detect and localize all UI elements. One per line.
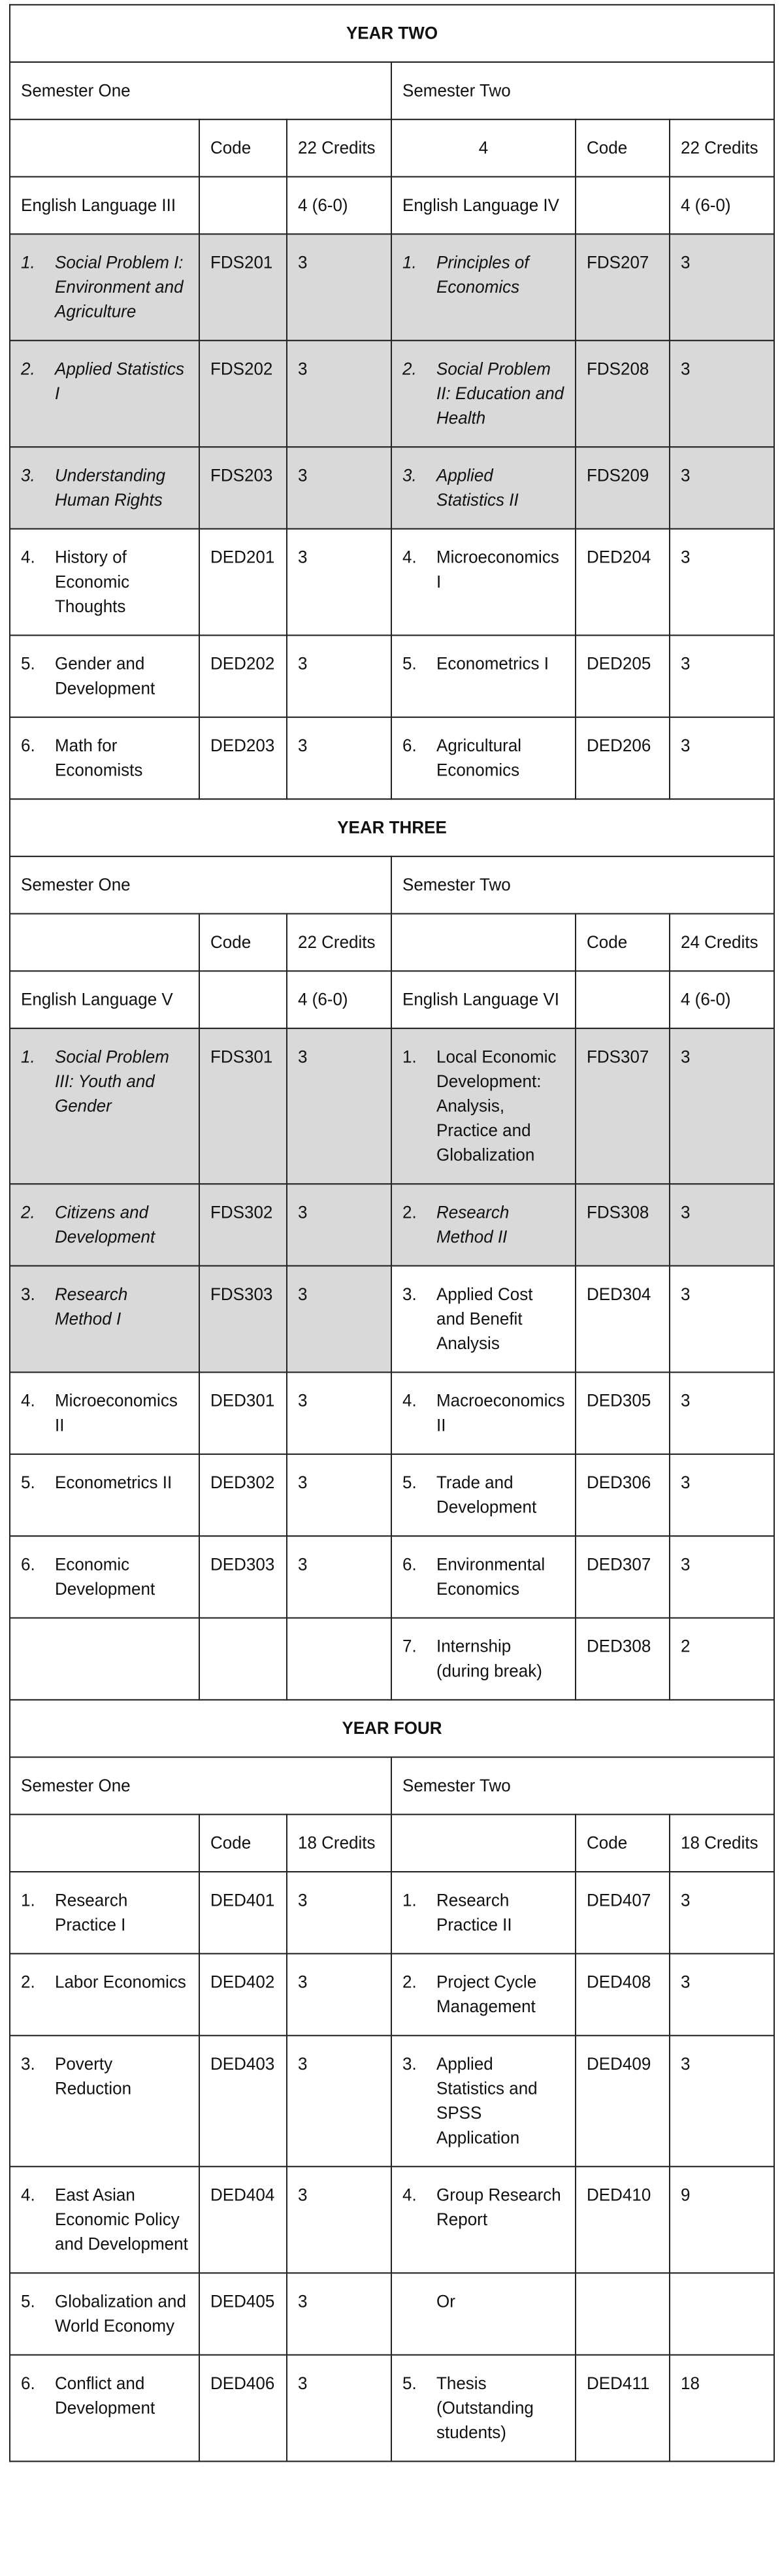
course-cell — [391, 529, 576, 635]
course-credits: 2 — [670, 1618, 774, 1700]
course-name: Principles of Economics — [436, 252, 529, 297]
course-cell — [10, 1184, 199, 1265]
course-name: Econometrics II — [55, 1471, 172, 1493]
course-credits: 3 — [287, 2166, 391, 2273]
course-code: DED409 — [576, 2036, 670, 2167]
course-credits: 3 — [670, 1184, 774, 1265]
course-code: FDS202 — [199, 340, 287, 447]
course-name: Math for Economists — [55, 734, 143, 780]
course-number: 5. — [21, 1471, 35, 1493]
course-name: Applied Cost and Benefit Analysis — [436, 1283, 533, 1354]
course-row — [10, 717, 774, 799]
course-code: DED205 — [576, 635, 670, 717]
course-credits: 3 — [670, 1028, 774, 1184]
course-row — [10, 1184, 774, 1265]
course-credits: 3 — [670, 340, 774, 447]
course-code: FDS302 — [199, 1184, 287, 1265]
course-code — [576, 2273, 670, 2355]
course-row — [10, 1953, 774, 2035]
course-name: English Language IV — [391, 177, 576, 235]
course-code: DED407 — [576, 1872, 670, 1953]
course-cell — [10, 2273, 199, 2355]
course-row — [10, 447, 774, 529]
course-row — [10, 2036, 774, 2167]
code-header: Code — [576, 1814, 670, 1872]
course-code: DED402 — [199, 1953, 287, 2035]
course-number: 1. — [21, 1046, 35, 1067]
course-code: DED306 — [576, 1454, 670, 1536]
year-header-row — [10, 1700, 774, 1757]
course-cell — [10, 1266, 199, 1373]
course-cell — [10, 1536, 199, 1618]
course-credits: 3 — [287, 1184, 391, 1265]
course-credits: 3 — [287, 635, 391, 717]
course-cell — [10, 635, 199, 717]
course-credits: 4 (6-0) — [670, 177, 774, 235]
course-name: Trade and Development — [436, 1471, 537, 1517]
course-cell — [391, 1372, 576, 1454]
course-code: FDS301 — [199, 1028, 287, 1184]
code-header: Code — [576, 120, 670, 177]
blank-cell — [391, 914, 576, 971]
course-number: 2. — [402, 1201, 417, 1222]
course-row — [10, 529, 774, 635]
credits-header: 22 Credits — [287, 914, 391, 971]
course-row — [10, 1266, 774, 1373]
curriculum-table — [9, 4, 775, 2462]
course-number: 5. — [21, 653, 35, 674]
credits-header: 22 Credits — [670, 120, 774, 177]
course-name: East Asian Economic Policy and Development — [55, 2184, 188, 2254]
course-cell — [10, 2355, 199, 2462]
course-name: Applied Statistics II — [436, 465, 519, 510]
course-credits: 3 — [670, 234, 774, 340]
course-name: Internship (during break) — [436, 1635, 542, 1681]
course-cell — [10, 1028, 199, 1184]
course-cell — [10, 1618, 199, 1700]
course-credits: 3 — [287, 2355, 391, 2462]
course-cell — [10, 2036, 199, 2167]
blank-cell — [10, 120, 199, 177]
course-code: DED405 — [199, 2273, 287, 2355]
course-name: Gender and Development — [55, 653, 155, 698]
semester-one-label: Semester One — [10, 1757, 391, 1815]
course-code: DED201 — [199, 529, 287, 635]
course-code: DED408 — [576, 1953, 670, 2035]
course-name: Group Research Report — [436, 2184, 561, 2230]
course-name: Applied Statistics I — [55, 358, 184, 404]
course-row — [10, 340, 774, 447]
course-number: 2. — [402, 1971, 417, 1992]
header-note: 4 — [391, 120, 576, 177]
course-number: 3. — [402, 465, 417, 485]
course-cell — [391, 2166, 576, 2273]
year-header-row — [10, 5, 774, 62]
course-name: Conflict and Development — [55, 2372, 155, 2418]
course-cell — [391, 1184, 576, 1265]
course-cell — [391, 1953, 576, 2035]
course-number: 2. — [21, 1201, 35, 1222]
course-number: 6. — [21, 1554, 35, 1574]
course-credits: 3 — [287, 447, 391, 529]
credits-header: 22 Credits — [287, 120, 391, 177]
year-title: YEAR TWO — [10, 5, 774, 62]
course-row — [10, 1372, 774, 1454]
course-code: DED308 — [576, 1618, 670, 1700]
column-header-row — [10, 1814, 774, 1872]
course-number: 2. — [21, 358, 35, 379]
column-header-row — [10, 120, 774, 177]
course-credits: 3 — [287, 1372, 391, 1454]
course-credits: 3 — [287, 234, 391, 340]
course-credits: 3 — [287, 340, 391, 447]
english-row — [10, 971, 774, 1028]
course-credits: 3 — [287, 1536, 391, 1618]
course-credits: 3 — [670, 1536, 774, 1618]
course-name: Applied Statistics and SPSS Application — [436, 2053, 538, 2148]
course-code: DED305 — [576, 1372, 670, 1454]
course-cell — [391, 635, 576, 717]
course-name: English Language III — [10, 177, 199, 235]
course-cell — [391, 2036, 576, 2167]
course-code: DED403 — [199, 2036, 287, 2167]
course-code: FDS209 — [576, 447, 670, 529]
code-header: Code — [199, 120, 287, 177]
course-number: 3. — [21, 465, 35, 485]
course-number: 5. — [402, 1471, 417, 1493]
course-name: Or — [436, 2291, 455, 2311]
course-code: DED301 — [199, 1372, 287, 1454]
course-cell — [391, 1872, 576, 1953]
course-name: Local Economic Development: Analysis, Practice and Globalization — [436, 1046, 557, 1165]
code-header: Code — [576, 914, 670, 971]
code-header: Code — [199, 914, 287, 971]
course-name: Globalization and World Economy — [55, 2291, 186, 2336]
course-number: 4. — [21, 546, 35, 567]
course-name: Macroeconomics II — [436, 1390, 565, 1435]
course-name: Social Problem III: Youth and Gender — [55, 1046, 169, 1116]
course-name: Labor Economics — [55, 1971, 186, 1992]
course-name: Environmental Economics — [436, 1554, 546, 1599]
course-credits: 3 — [670, 1266, 774, 1373]
course-row — [10, 1536, 774, 1618]
semester-two-label: Semester Two — [391, 62, 774, 120]
course-credits: 4 (6-0) — [287, 177, 391, 235]
course-number: 3. — [21, 2053, 35, 2074]
course-name: English Language VI — [391, 971, 576, 1028]
course-number: 4. — [402, 546, 417, 567]
course-code: DED303 — [199, 1536, 287, 1618]
blank-cell — [10, 1814, 199, 1872]
course-cell — [391, 234, 576, 340]
semester-one-label: Semester One — [10, 62, 391, 120]
column-header-row — [10, 914, 774, 971]
course-credits: 3 — [670, 1372, 774, 1454]
course-number: 1. — [402, 1889, 417, 1910]
course-name: Project Cycle Management — [436, 1971, 537, 2017]
course-code: DED404 — [199, 2166, 287, 2273]
course-credits: 3 — [287, 2036, 391, 2167]
course-number: 6. — [402, 734, 417, 756]
course-name: Economic Development — [55, 1554, 155, 1599]
semester-two-label: Semester Two — [391, 856, 774, 914]
course-credits: 3 — [670, 635, 774, 717]
course-row — [10, 1872, 774, 1953]
course-cell — [10, 1953, 199, 2035]
course-number: 1. — [21, 1889, 35, 1910]
course-code: DED204 — [576, 529, 670, 635]
course-row — [10, 1618, 774, 1700]
course-cell — [391, 340, 576, 447]
course-credits: 3 — [670, 717, 774, 799]
course-credits: 3 — [287, 1028, 391, 1184]
course-cell — [10, 529, 199, 635]
course-name: Research Practice I — [55, 1889, 128, 1935]
course-name: Agricultural Economics — [436, 734, 522, 780]
course-number: 4. — [21, 2184, 35, 2205]
course-credits: 3 — [287, 1872, 391, 1953]
course-number: 3. — [402, 1283, 417, 1305]
course-number: 1. — [21, 252, 35, 272]
course-number: 4. — [21, 1390, 35, 1410]
course-credits: 3 — [287, 1953, 391, 2035]
course-cell — [10, 1454, 199, 1536]
credits-header: 24 Credits — [670, 914, 774, 971]
course-name: Microeconomics I — [436, 546, 559, 592]
credits-header: 18 Credits — [287, 1814, 391, 1872]
course-code — [576, 177, 670, 235]
code-header: Code — [199, 1814, 287, 1872]
course-number: 3. — [402, 2053, 417, 2074]
credits-header: 18 Credits — [670, 1814, 774, 1872]
course-credits — [287, 1618, 391, 1700]
course-row — [10, 2166, 774, 2273]
semester-row — [10, 62, 774, 120]
course-number: 6. — [21, 734, 35, 756]
course-code: FDS308 — [576, 1184, 670, 1265]
course-number: 5. — [21, 2291, 35, 2311]
course-cell — [391, 1266, 576, 1373]
semester-two-label: Semester Two — [391, 1757, 774, 1815]
course-code: DED302 — [199, 1454, 287, 1536]
course-number: 1. — [402, 252, 417, 272]
course-cell — [10, 717, 199, 799]
course-number: 1. — [402, 1046, 417, 1067]
course-code: DED307 — [576, 1536, 670, 1618]
course-cell — [391, 2355, 576, 2462]
course-number: 5. — [402, 2372, 417, 2394]
course-credits: 9 — [670, 2166, 774, 2273]
course-cell — [10, 234, 199, 340]
course-number: 4. — [402, 1390, 417, 1410]
course-name: Research Method I — [55, 1283, 128, 1329]
course-number: 2. — [402, 358, 417, 379]
course-code: FDS207 — [576, 234, 670, 340]
course-row — [10, 234, 774, 340]
course-credits: 4 (6-0) — [287, 971, 391, 1028]
course-row — [10, 2355, 774, 2462]
course-code: FDS201 — [199, 234, 287, 340]
course-number: 7. — [402, 1635, 417, 1657]
course-credits: 3 — [287, 2273, 391, 2355]
course-credits: 3 — [287, 1454, 391, 1536]
course-cell — [10, 340, 199, 447]
course-credits: 18 — [670, 2355, 774, 2462]
course-name: Econometrics I — [436, 653, 549, 674]
course-name: History of Economic Thoughts — [55, 546, 130, 617]
course-name: Social Problem I: Environment and Agriculture — [55, 252, 184, 321]
course-code: FDS208 — [576, 340, 670, 447]
course-credits: 3 — [287, 529, 391, 635]
course-cell — [391, 717, 576, 799]
course-credits: 3 — [670, 447, 774, 529]
course-code: DED203 — [199, 717, 287, 799]
course-code: DED202 — [199, 635, 287, 717]
year-header-row — [10, 799, 774, 856]
course-code: DED206 — [576, 717, 670, 799]
course-cell — [10, 1872, 199, 1953]
course-name: Thesis (Outstanding students) — [436, 2372, 534, 2443]
course-cell — [391, 1618, 576, 1700]
course-row — [10, 1454, 774, 1536]
course-code — [576, 971, 670, 1028]
course-cell — [391, 447, 576, 529]
course-credits: 3 — [670, 529, 774, 635]
course-cell — [391, 2273, 576, 2355]
course-name: Microeconomics II — [55, 1390, 178, 1435]
course-code: DED304 — [576, 1266, 670, 1373]
course-cell — [10, 1372, 199, 1454]
english-row — [10, 177, 774, 235]
semester-one-label: Semester One — [10, 856, 391, 914]
course-name: Poverty Reduction — [55, 2053, 132, 2098]
blank-cell — [10, 914, 199, 971]
course-row — [10, 1028, 774, 1184]
course-code: DED406 — [199, 2355, 287, 2462]
course-credits: 3 — [287, 717, 391, 799]
course-name: Research Practice II — [436, 1889, 512, 1935]
course-number: 5. — [402, 653, 417, 674]
course-cell — [391, 1028, 576, 1184]
course-cell — [391, 1454, 576, 1536]
course-credits: 3 — [670, 2036, 774, 2167]
course-credits: 3 — [670, 1872, 774, 1953]
course-code — [199, 1618, 287, 1700]
course-cell — [391, 1536, 576, 1618]
course-number — [402, 2289, 436, 2313]
course-number: 3. — [21, 1283, 35, 1305]
course-name: Research Method II — [436, 1201, 510, 1247]
course-credits — [670, 2273, 774, 2355]
year-title: YEAR THREE — [10, 799, 774, 856]
course-code: FDS203 — [199, 447, 287, 529]
course-code: DED410 — [576, 2166, 670, 2273]
course-number: 2. — [21, 1971, 35, 1992]
course-code: DED401 — [199, 1872, 287, 1953]
semester-row — [10, 856, 774, 914]
semester-row — [10, 1757, 774, 1815]
course-number: 4. — [402, 2184, 417, 2205]
course-credits: 3 — [670, 1953, 774, 2035]
year-title: YEAR FOUR — [10, 1700, 774, 1757]
course-credits: 3 — [287, 1266, 391, 1373]
course-code: FDS303 — [199, 1266, 287, 1373]
course-code — [199, 971, 287, 1028]
course-row — [10, 2273, 774, 2355]
course-cell — [10, 447, 199, 529]
course-code — [199, 177, 287, 235]
course-name: English Language V — [10, 971, 199, 1028]
course-code: FDS307 — [576, 1028, 670, 1184]
course-row — [10, 635, 774, 717]
course-code: DED411 — [576, 2355, 670, 2462]
blank-cell — [391, 1814, 576, 1872]
course-credits: 3 — [670, 1454, 774, 1536]
course-cell — [10, 2166, 199, 2273]
course-name: Social Problem II: Education and Health — [436, 358, 564, 428]
course-number: 6. — [402, 1554, 417, 1574]
course-name: Citizens and Development — [55, 1201, 155, 1247]
course-credits: 4 (6-0) — [670, 971, 774, 1028]
course-number: 6. — [21, 2372, 35, 2394]
course-name: Understanding Human Rights — [55, 465, 166, 510]
